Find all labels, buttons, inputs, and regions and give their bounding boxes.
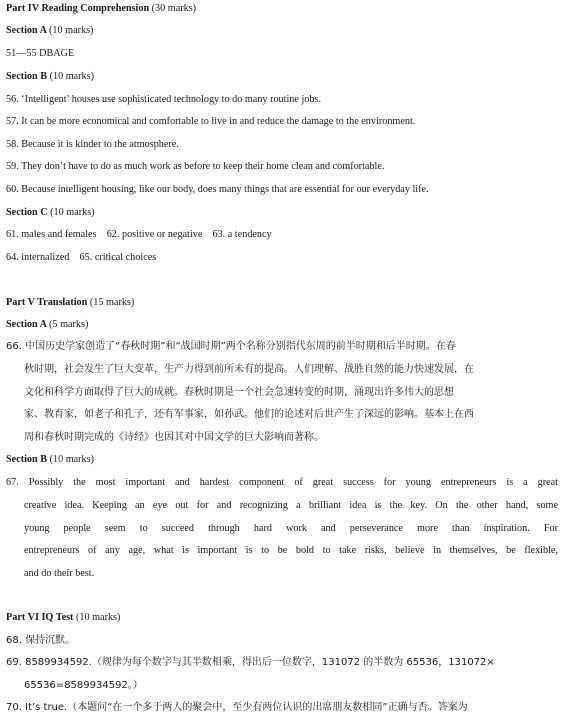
part4-heading: Part IV Reading Comprehension (30 marks) xyxy=(6,3,197,14)
translation-66-line: 文化和科学方面取得了巨大的成就。春秋时期是一个社会急速转变的时期，涌现出许多伟大的思想 xyxy=(24,386,454,398)
translation-67-line: creative idea. Keeping an eye out for and recognizing a brilliant idea is the key. On the other hand, some xyxy=(24,499,558,511)
translation-66 xyxy=(6,340,558,454)
part4-section-b-heading: Section B (10 marks) xyxy=(6,71,95,82)
translation-67-line: entrepreneurs of any age, what is important is to be bold to take risks, believe in themselves, be flexible, xyxy=(24,545,558,557)
answer-59: 59. They don’t have to do as much work as before to keep their home clean and comfortable. xyxy=(6,161,385,172)
translation-67-line: and do their best. xyxy=(24,568,95,580)
translation-66-line: 66. 中国历史学家创造了“春秋时期”和“战国时期”两个名称分别指代东周的前半时期和后半时期。在春 xyxy=(6,341,456,352)
answers-61-63: 61. males and females 62. positive or negative 63. a tendency xyxy=(6,229,272,240)
answers-64-65: 64. internalized 65. critical choices xyxy=(6,252,157,263)
part5-section-b-heading: Section B (10 marks) xyxy=(6,454,95,465)
answer-69-continued: 65536=8589934592。） xyxy=(24,680,143,691)
answer-69: 69. 8589934592.（规律为每个数字与其半数相乘，得出后一位数字，131072 的半数为 65536，131072× xyxy=(6,657,495,668)
answer-58: 58. Because it is kinder to the atmosphere. xyxy=(6,139,179,150)
part4-section-a-heading: Section A (10 marks) xyxy=(6,25,94,36)
translation-66-line: 周和春秋时期完成的《诗经》也因其对中国文学的巨大影响而著称。 xyxy=(24,432,324,444)
translation-67 xyxy=(6,476,558,590)
translation-67-line: young people seem to succeed through hard work and perseverance more than inspiration. For xyxy=(24,522,558,534)
answer-68: 68. 保持沉默。 xyxy=(6,635,76,646)
part4-section-a-answer: 51—55 DBAGE xyxy=(6,48,75,59)
answer-56: 56. ‘Intelligent’ houses use sophisticated technology to do many routine jobs. xyxy=(6,94,322,105)
part5-heading: Part V Translation (15 marks) xyxy=(6,297,135,308)
answer-70: 70. It’s true.（本题问“在一个多于两人的聚会中，至少有两位认识的出席朋友数相同”正确与否。答案为 xyxy=(6,702,468,713)
translation-66-line: 家、教育家，如老子和孔子，还有军事家，如孙武。他们的论述对后世产生了深远的影响。基本上在西 xyxy=(24,409,474,421)
translation-67-line: 67. Possibly the most important and hardest component of great success for young entrepreneurs is a great xyxy=(6,477,558,488)
answer-60: 60. Because intelligent housing, like our body, does many things that are essential for our everyday life. xyxy=(6,184,429,195)
answer-57: 57. It can be more economical and comfortable to live in and reduce the damage to the environment. xyxy=(6,116,416,127)
part4-section-c-heading: Section C (10 marks) xyxy=(6,207,95,218)
part5-section-a-heading: Section A (5 marks) xyxy=(6,319,89,330)
part6-heading: Part VI IQ Test (10 marks) xyxy=(6,612,121,623)
translation-66-line: 秋时期，社会发生了巨大变革，生产力得到前所未有的提高。人们理解、战胜自然的能力快速发展，在 xyxy=(24,363,474,375)
